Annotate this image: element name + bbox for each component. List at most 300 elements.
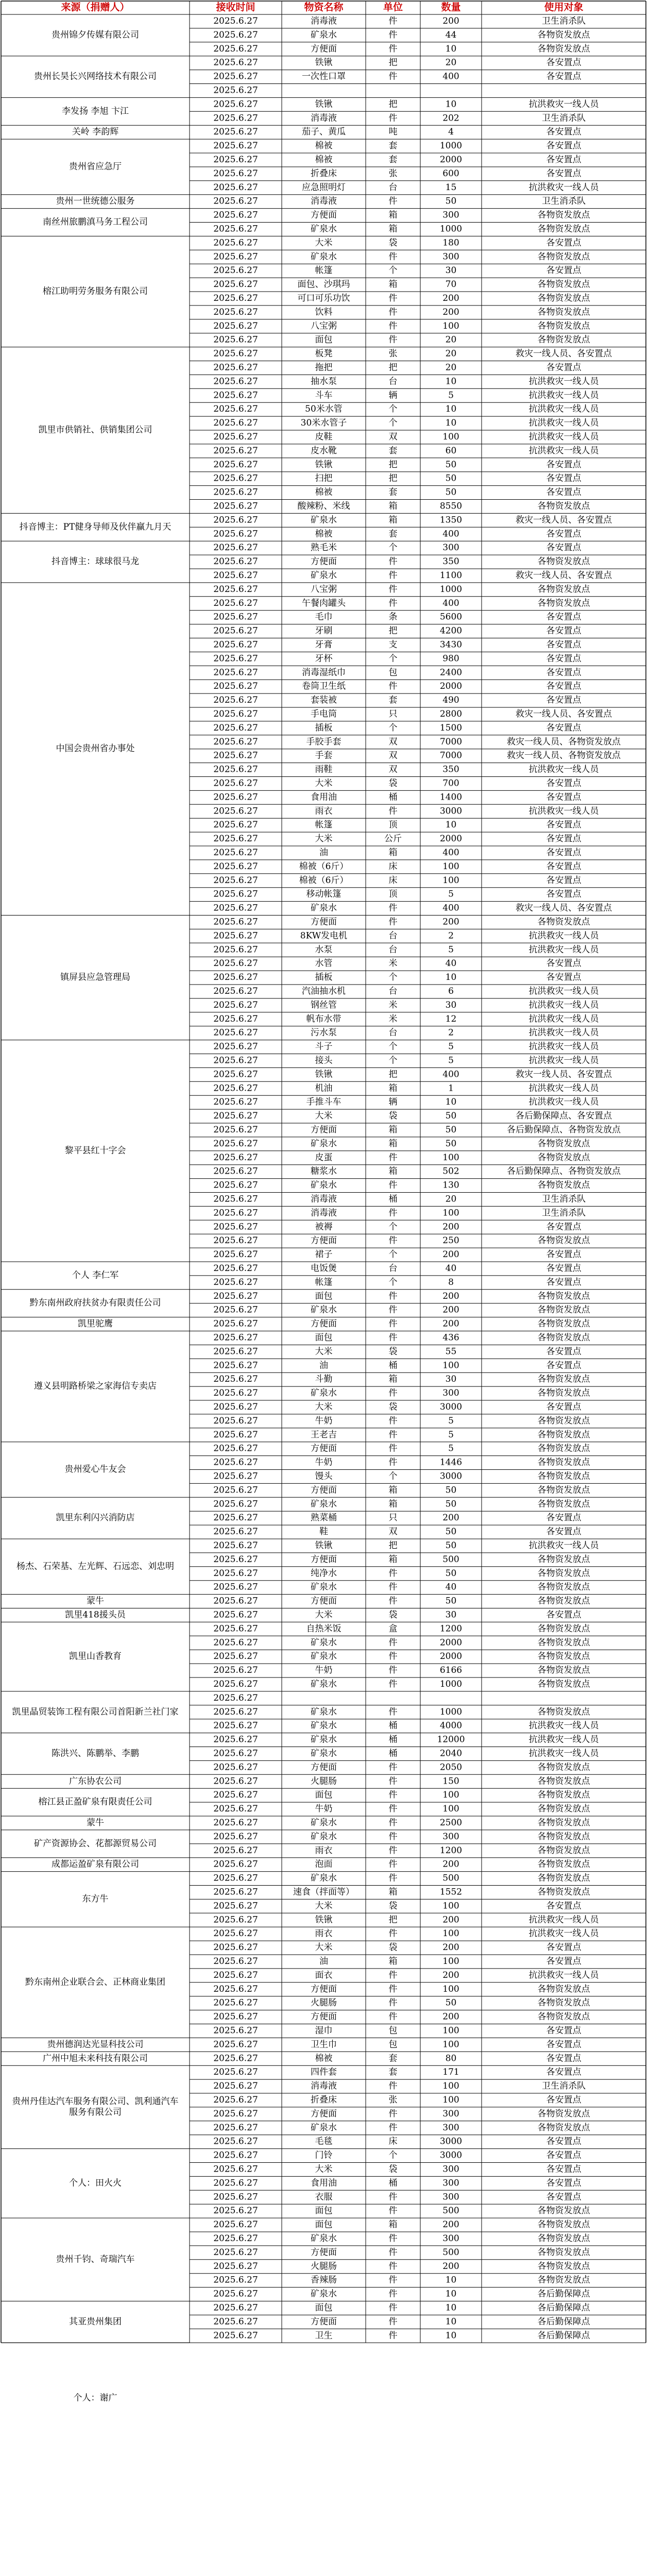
unit-cell: 件: [388, 556, 398, 567]
recipient-cell: 各安置点: [546, 2053, 582, 2064]
unit-cell: 包: [388, 667, 398, 678]
unit-cell: 箱: [388, 847, 398, 858]
unit-cell: 箱: [388, 1956, 398, 1967]
unit-cell: 件: [388, 1332, 398, 1343]
item-name-cell: 牛奶: [315, 1665, 333, 1676]
received-date-cell: 2025.6.27: [213, 889, 258, 900]
received-date-cell: 2025.6.27: [213, 806, 258, 817]
quantity-cell: 3000: [439, 1471, 463, 1482]
unit-cell: 件: [388, 681, 398, 692]
quantity-cell: 50: [445, 459, 457, 470]
recipient-cell: 各安置点: [546, 2094, 582, 2105]
received-date-cell: 2025.6.27: [213, 459, 258, 470]
recipient-cell: 各安置点: [546, 1249, 582, 1260]
item-name-cell: 酸辣粉、米线: [297, 501, 350, 512]
donor-name-cell: 贵州一世统德公服务: [56, 196, 135, 207]
received-date-cell: 2025.6.27: [213, 404, 258, 415]
quantity-cell: 300: [442, 251, 459, 262]
received-date-cell: 2025.6.27: [213, 681, 258, 692]
recipient-cell: 救灾一线人员、各安置点: [516, 515, 612, 526]
received-date-cell: 2025.6.27: [213, 1222, 258, 1232]
item-name-cell: 大米: [315, 1942, 333, 1953]
quantity-cell: 40: [445, 958, 457, 969]
received-date-cell: 2025.6.27: [213, 584, 258, 595]
recipient-cell: 各后勤保障点、各物资发放点: [507, 1166, 621, 1177]
quantity-cell: 5: [448, 390, 454, 401]
unit-cell: 个: [388, 2150, 398, 2161]
unit-cell: 件: [388, 196, 398, 207]
received-date-cell: 2025.6.27: [213, 2039, 258, 2050]
quantity-cell: 2000: [439, 1651, 463, 1662]
item-name-cell: 油: [319, 1360, 328, 1371]
recipient-cell: 各后勤保障点: [537, 2302, 590, 2313]
item-name-cell: 可口可乐功饮: [297, 293, 350, 303]
unit-cell: 台: [388, 1027, 398, 1038]
quantity-cell: 20: [445, 348, 457, 359]
unit-cell: 张: [388, 2094, 398, 2105]
unit-cell: 床: [388, 875, 398, 886]
unit-cell: 个: [388, 1041, 398, 1052]
quantity-cell: 55: [445, 1346, 457, 1357]
recipient-cell: 各安置点: [546, 1360, 582, 1371]
item-name-cell: 大米: [315, 238, 333, 248]
unit-cell: 个: [388, 653, 398, 664]
received-date-cell: 2025.6.27: [213, 1776, 258, 1787]
item-name-cell: 手推斗车: [306, 1097, 341, 1108]
donor-name-cell: 镇屏县应急管理局: [60, 972, 130, 983]
received-date-cell: 2025.6.27: [213, 944, 258, 955]
quantity-cell: 12000: [437, 1734, 465, 1745]
received-date-cell: 2025.6.27: [213, 612, 258, 622]
quantity-cell: 250: [442, 1235, 459, 1246]
item-name-cell: 矿泉水: [311, 1304, 337, 1315]
quantity-cell: 350: [442, 556, 459, 567]
item-name-cell: 大米: [315, 834, 333, 844]
unit-cell: 件: [388, 1706, 398, 1717]
unit-cell: 件: [388, 29, 398, 40]
received-date-cell: 2025.6.27: [213, 1901, 258, 1911]
donor-name-cell: 榕江助明劳务服务有限公司: [43, 286, 148, 297]
item-name-cell: 矿泉水: [311, 515, 337, 526]
item-name-cell: 面衣: [315, 1970, 333, 1980]
unit-cell: 套: [388, 695, 398, 706]
item-name-cell: 移动帐篷: [306, 889, 341, 900]
quantity-cell: 30: [445, 1609, 457, 1620]
recipient-cell: 各安置点: [546, 1222, 582, 1232]
quantity-cell: 10: [445, 820, 457, 831]
quantity-cell: 2000: [439, 681, 463, 692]
received-date-cell: 2025.6.27: [213, 127, 258, 138]
unit-cell: 袋: [388, 1346, 398, 1357]
recipient-cell: 各物资发放点: [537, 1235, 590, 1246]
item-name-cell: 方便面: [311, 556, 337, 567]
item-name-cell: 鞋: [319, 1527, 328, 1537]
unit-cell: 只: [388, 1513, 398, 1523]
quantity-cell: 1000: [439, 1679, 463, 1689]
received-date-cell: 2025.6.27: [213, 792, 258, 803]
quantity-cell: 10: [445, 404, 457, 415]
recipient-cell: 救灾一线人员、各物资发放点: [507, 750, 621, 761]
quantity-cell: 200: [442, 1914, 459, 1925]
unit-cell: 台: [388, 376, 398, 387]
donor-name-cell: 黔东南州企业联合会、正林商业集团: [25, 1977, 165, 1988]
header-cell: 单位: [383, 2, 403, 13]
item-name-cell: 棉被: [315, 529, 333, 539]
item-name-cell: 香辣肠: [311, 2275, 337, 2285]
quantity-cell: 1200: [439, 1623, 463, 1634]
quantity-cell: 50: [445, 1138, 457, 1149]
recipient-cell: 各安置点: [546, 1527, 582, 1537]
unit-cell: 箱: [388, 1374, 398, 1385]
item-name-cell: 熟菜桶: [311, 1513, 337, 1523]
quantity-cell: 50: [445, 1997, 457, 2008]
received-date-cell: 2025.6.27: [213, 875, 258, 886]
quantity-cell: 20: [445, 362, 457, 373]
received-date-cell: 2025.6.27: [213, 543, 258, 553]
recipient-cell: 各安置点: [546, 2067, 582, 2078]
header-cell: 接收时间: [216, 2, 255, 13]
recipient-cell: 各物资发放点: [537, 1859, 590, 1870]
received-date-cell: 2025.6.27: [213, 1429, 258, 1440]
received-date-cell: 2025.6.27: [213, 1956, 258, 1967]
recipient-cell: 各物资发放点: [537, 1332, 590, 1343]
quantity-cell: 200: [442, 1970, 459, 1980]
quantity-cell: 10: [445, 2302, 457, 2313]
unit-cell: 袋: [388, 238, 398, 248]
quantity-cell: 10: [445, 376, 457, 387]
recipient-cell: 各物资发放点: [537, 917, 590, 927]
item-name-cell: 矿泉水: [311, 1637, 337, 1648]
received-date-cell: 2025.6.27: [213, 113, 258, 124]
unit-cell: 个: [388, 1471, 398, 1482]
received-date-cell: 2025.6.27: [213, 2150, 258, 2161]
received-date-cell: 2025.6.27: [213, 431, 258, 442]
received-date-cell: 2025.6.27: [213, 667, 258, 678]
donor-name-cell: 蒙牛: [87, 1817, 104, 1828]
item-name-cell: 面包: [315, 1332, 333, 1343]
quantity-cell: 30: [445, 999, 457, 1010]
donor-name-cell: 贵州长昊长兴网络技术有限公司: [34, 71, 157, 82]
unit-cell: 公斤: [384, 834, 402, 844]
unit-cell: 套: [388, 141, 398, 151]
quantity-cell: 7000: [439, 750, 463, 761]
quantity-cell: 5: [448, 1415, 454, 1426]
item-name-cell: 矿泉水: [311, 903, 337, 913]
item-name-cell: 手胶手套: [306, 736, 341, 747]
donor-name-cell: 个人：田火火: [69, 2178, 122, 2189]
received-date-cell: 2025.6.27: [213, 1027, 258, 1038]
item-name-cell: 自热米饭: [306, 1623, 341, 1634]
donor-name-cell: 贵州省应急厅: [69, 161, 122, 172]
received-date-cell: 2025.6.27: [213, 376, 258, 387]
unit-cell: 套: [388, 487, 398, 498]
recipient-cell: 各物资发放点: [537, 1388, 590, 1399]
unit-cell: 件: [388, 1457, 398, 1468]
unit-cell: 件: [388, 1776, 398, 1787]
item-name-cell: 面包: [315, 2302, 333, 2313]
received-date-cell: 2025.6.27: [213, 1152, 258, 1163]
received-date-cell: 2025.6.27: [213, 834, 258, 844]
received-date-cell: 2025.6.27: [213, 99, 258, 110]
received-date-cell: 2025.6.27: [213, 764, 258, 775]
donor-name-cell: 陈洪兴、陈鹏举、李鹏: [52, 1748, 139, 1759]
item-name-cell: 门铃: [315, 2150, 333, 2161]
quantity-cell: 300: [442, 1831, 459, 1842]
recipient-cell: 各安置点: [546, 57, 582, 68]
received-date-cell: 2025.6.27: [213, 1249, 258, 1260]
received-date-cell: 2025.6.27: [213, 1166, 258, 1177]
item-name-cell: 矿泉水: [311, 2289, 337, 2299]
item-name-cell: 八宝粥: [311, 320, 337, 331]
unit-cell: 盒: [388, 1623, 398, 1634]
quantity-cell: 3000: [439, 806, 463, 817]
received-date-cell: 2025.6.27: [213, 1790, 258, 1801]
item-name-cell: 铁锹: [315, 1069, 333, 1080]
recipient-cell: 抗洪救灾一线人员: [528, 930, 599, 941]
received-date-cell: 2025.6.27: [213, 1596, 258, 1606]
item-name-cell: 斗勤: [315, 1374, 333, 1385]
item-name-cell: 应急照明灯: [302, 182, 346, 193]
quantity-cell: 200: [442, 1859, 459, 1870]
quantity-cell: 100: [442, 431, 459, 442]
unit-cell: 件: [388, 1928, 398, 1939]
unit-cell: 把: [388, 1540, 398, 1551]
recipient-cell: 各物资发放点: [537, 1152, 590, 1163]
item-name-cell: 大米: [315, 1401, 333, 1412]
recipient-cell: 各物资发放点: [537, 1804, 590, 1815]
item-name-cell: 矿泉水: [311, 1138, 337, 1149]
unit-cell: 桶: [388, 1748, 398, 1759]
item-name-cell: 火腿肠: [311, 1997, 337, 2008]
received-date-cell: 2025.6.27: [213, 1609, 258, 1620]
item-name-cell: 馒头: [315, 1471, 333, 1482]
received-date-cell: 2025.6.27: [213, 2233, 258, 2244]
item-name-cell: 面包: [315, 334, 333, 345]
item-name-cell: 牛奶: [315, 1804, 333, 1815]
received-date-cell: 2025.6.27: [213, 1859, 258, 1870]
recipient-cell: 各安置点: [546, 529, 582, 539]
recipient-cell: 各安置点: [546, 792, 582, 803]
unit-cell: 件: [388, 2122, 398, 2133]
quantity-cell: 180: [442, 238, 459, 248]
item-name-cell: 火腿肠: [311, 1776, 337, 1787]
quantity-cell: 200: [442, 1942, 459, 1953]
received-date-cell: 2025.6.27: [213, 2094, 258, 2105]
received-date-cell: 2025.6.27: [213, 2206, 258, 2216]
item-name-cell: 手电筒: [311, 708, 337, 719]
quantity-cell: 10: [445, 2330, 457, 2341]
unit-cell: 件: [388, 584, 398, 595]
recipient-cell: 卫生消杀队: [542, 15, 586, 26]
received-date-cell: 2025.6.27: [213, 279, 258, 290]
item-name-cell: 钢丝管: [311, 999, 337, 1010]
unit-cell: 桶: [388, 1194, 398, 1205]
received-date-cell: 2025.6.27: [213, 847, 258, 858]
received-date-cell: 2025.6.27: [213, 1665, 258, 1676]
quantity-cell: 40: [445, 1263, 457, 1274]
recipient-cell: 各物资发放点: [537, 43, 590, 54]
item-name-cell: 泡面: [315, 1859, 333, 1870]
unit-cell: 台: [388, 1263, 398, 1274]
quantity-cell: 400: [442, 598, 459, 608]
received-date-cell: 2025.6.27: [213, 1471, 258, 1482]
item-name-cell: 30米水管子: [300, 418, 347, 429]
received-date-cell: 2025.6.27: [213, 1651, 258, 1662]
item-name-cell: 机油: [315, 1083, 333, 1094]
recipient-cell: 各物资发放点: [537, 2219, 590, 2230]
item-name-cell: 铁锹: [315, 459, 333, 470]
quantity-cell: 300: [442, 543, 459, 553]
quantity-cell: 60: [445, 445, 457, 456]
quantity-cell: 1500: [439, 722, 463, 733]
recipient-cell: 抗洪救灾一线人员: [528, 1734, 599, 1745]
recipient-cell: 抗洪救灾一线人员: [528, 999, 599, 1010]
unit-cell: 件: [388, 1443, 398, 1454]
recipient-cell: 各物资发放点: [537, 320, 590, 331]
item-name-cell: 面包、沙琪玛: [297, 279, 350, 290]
recipient-cell: 各物资发放点: [537, 1568, 590, 1579]
unit-cell: 床: [388, 861, 398, 872]
quantity-cell: 100: [442, 1956, 459, 1967]
recipient-cell: 各安置点: [546, 639, 582, 650]
received-date-cell: 2025.6.27: [213, 501, 258, 512]
quantity-cell: 200: [442, 1304, 459, 1315]
recipient-cell: 各物资发放点: [537, 1831, 590, 1842]
quantity-cell: 2000: [439, 1637, 463, 1648]
donor-name-cell: 凯里晶贸装饰工程有限公司首阳新兰社门家: [12, 1706, 179, 1717]
unit-cell: 顶: [388, 889, 398, 900]
recipient-cell: 各物资发放点: [537, 1554, 590, 1565]
quantity-cell: 3000: [439, 1401, 463, 1412]
unit-cell: 件: [388, 1970, 398, 1980]
item-name-cell: 棉被（6斤）: [299, 875, 349, 886]
recipient-cell: 各物资发放点: [537, 1997, 590, 2008]
unit-cell: 个: [388, 265, 398, 276]
received-date-cell: 2025.6.27: [213, 1346, 258, 1357]
item-name-cell: 熟毛米: [311, 543, 337, 553]
unit-cell: 件: [388, 1790, 398, 1801]
unit-cell: 把: [388, 473, 398, 484]
recipient-cell: 各物资发放点: [537, 2275, 590, 2285]
quantity-cell: 400: [442, 71, 459, 82]
recipient-cell: 各安置点: [546, 265, 582, 276]
unit-cell: 件: [388, 1831, 398, 1842]
received-date-cell: 2025.6.27: [213, 778, 258, 789]
item-name-cell: 斗车: [315, 390, 333, 401]
received-date-cell: 2025.6.27: [213, 1208, 258, 1218]
recipient-cell: 各安置点: [546, 487, 582, 498]
unit-cell: 张: [388, 348, 398, 359]
received-date-cell: 2025.6.27: [213, 999, 258, 1010]
received-date-cell: 2025.6.27: [213, 2067, 258, 2078]
item-name-cell: 板凳: [315, 348, 333, 359]
quantity-cell: 400: [442, 529, 459, 539]
recipient-cell: 各物资发放点: [537, 1291, 590, 1301]
item-name-cell: 矿泉水: [311, 2233, 337, 2244]
unit-cell: 把: [388, 57, 398, 68]
quantity-cell: 2040: [439, 1748, 463, 1759]
quantity-cell: 4000: [439, 1720, 463, 1731]
unit-cell: 台: [388, 944, 398, 955]
recipient-cell: 各物资发放点: [537, 1596, 590, 1606]
item-name-cell: 被褥: [315, 1222, 333, 1232]
received-date-cell: 2025.6.27: [213, 168, 258, 179]
header-cell: 物资名称: [304, 2, 344, 13]
donor-name-cell: 广东协农公司: [69, 1776, 122, 1787]
received-date-cell: 2025.6.27: [213, 1374, 258, 1385]
unit-cell: 件: [388, 1984, 398, 1994]
received-date-cell: 2025.6.27: [213, 43, 258, 54]
recipient-cell: 各后勤保障点: [537, 2289, 590, 2299]
received-date-cell: 2025.6.27: [213, 2164, 258, 2175]
received-date-cell: 2025.6.27: [213, 1692, 258, 1703]
recipient-cell: 抗洪救灾一线人员: [528, 1055, 599, 1066]
item-name-cell: 大米: [315, 778, 333, 789]
quantity-cell: 1000: [439, 1706, 463, 1717]
item-name-cell: 斗子: [315, 1041, 333, 1052]
item-name-cell: 折叠床: [311, 2094, 337, 2105]
received-date-cell: 2025.6.27: [213, 1332, 258, 1343]
unit-cell: 件: [388, 2316, 398, 2327]
item-name-cell: 面包: [315, 1291, 333, 1301]
quantity-cell: 2500: [439, 1817, 463, 1828]
unit-cell: 件: [388, 1291, 398, 1301]
donor-name-cell: 成都运盈矿泉有限公司: [52, 1859, 139, 1870]
item-name-cell: 糖浆水: [311, 1166, 337, 1177]
item-name-cell: 王老吉: [311, 1429, 337, 1440]
item-name-cell: 大米: [315, 2164, 333, 2175]
item-name-cell: 插板: [315, 972, 333, 983]
received-date-cell: 2025.6.27: [213, 515, 258, 526]
quantity-cell: 70: [445, 279, 457, 290]
recipient-cell: 各物资发放点: [537, 1582, 590, 1592]
quantity-cell: 100: [442, 1790, 459, 1801]
quantity-cell: 4200: [439, 625, 463, 636]
received-date-cell: 2025.6.27: [213, 1277, 258, 1287]
quantity-cell: 100: [442, 1208, 459, 1218]
quantity-cell: 171: [442, 2067, 459, 2078]
quantity-cell: 100: [442, 320, 459, 331]
item-name-cell: 午餐肉罐头: [302, 598, 346, 608]
quantity-cell: 300: [442, 2192, 459, 2202]
received-date-cell: 2025.6.27: [213, 1762, 258, 1773]
item-name-cell: 矿泉水: [311, 570, 337, 581]
unit-cell: 箱: [388, 224, 398, 234]
unit-cell: 张: [388, 168, 398, 179]
item-name-cell: 方便面: [311, 1762, 337, 1773]
quantity-cell: 20: [445, 1194, 457, 1205]
recipient-cell: 各物资发放点: [537, 293, 590, 303]
quantity-cell: 5: [448, 889, 454, 900]
recipient-cell: 各安置点: [546, 861, 582, 872]
item-name-cell: 矿泉水: [311, 251, 337, 262]
unit-cell: 件: [388, 1582, 398, 1592]
received-date-cell: 2025.6.27: [213, 861, 258, 872]
item-name-cell: 接头: [315, 1055, 333, 1066]
received-date-cell: 2025.6.27: [213, 320, 258, 331]
item-name-cell: 大米: [315, 1111, 333, 1122]
unit-cell: 箱: [388, 1485, 398, 1496]
item-name-cell: 湿巾: [315, 2025, 333, 2036]
recipient-cell: 各物资发放点: [537, 2122, 590, 2133]
item-name-cell: 矿泉水: [311, 1720, 337, 1731]
recipient-cell: 各物资发放点: [537, 1873, 590, 1884]
donor-name-cell: 遵义县明路桥梁之家海信专卖店: [34, 1381, 157, 1392]
received-date-cell: 2025.6.27: [213, 1928, 258, 1939]
item-name-cell: 毛巾: [315, 612, 333, 622]
quantity-cell: 100: [442, 861, 459, 872]
received-date-cell: 2025.6.27: [213, 1401, 258, 1412]
